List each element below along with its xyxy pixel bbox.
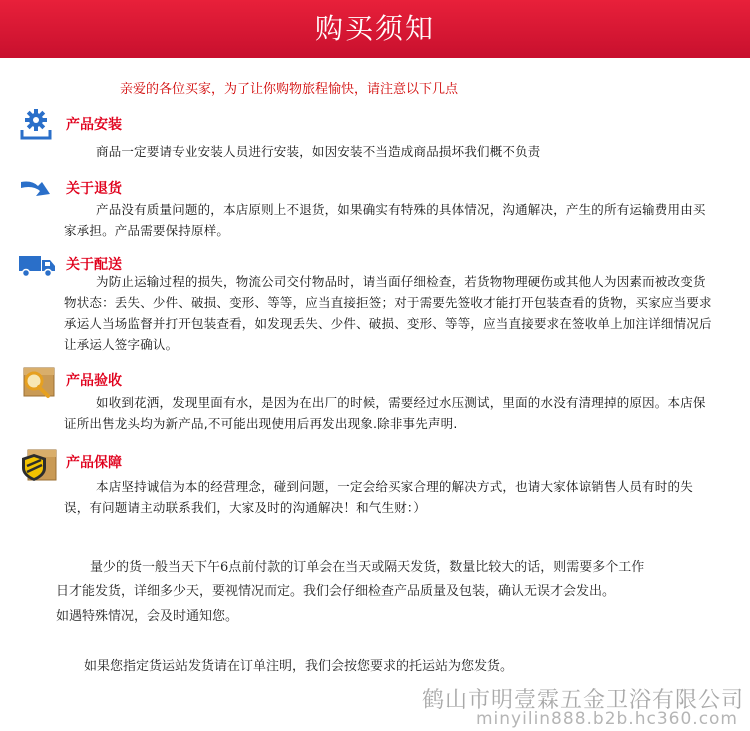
- section-title: 产品保障: [66, 455, 122, 471]
- delivery-truck-icon: [18, 250, 54, 282]
- watermark-company: 鹤山市明壹霖五金卫浴有限公司: [421, 688, 744, 713]
- notice-line: 日才能发货，详细多少天，要视情况而定。我们会仔细检查产品质量及包装，确认无误才会发出。: [56, 584, 616, 599]
- notice-line: 如果您指定货运站发货请在订单注明，我们会按您要求的托运站为您发货。: [84, 659, 514, 674]
- header-banner: [0, 0, 750, 58]
- section-body: 产品没有质量问题的，本店原则上不退货，如果确实有特殊的具体情况，沟通解决，产生的所有运输费用由买家承担。产品需要保持原样。: [64, 202, 706, 238]
- notice-line: 如遇特殊情况，会及时通知您。: [56, 609, 239, 624]
- section-title: 产品安装: [66, 117, 122, 133]
- section-title: 关于配送: [66, 257, 122, 273]
- section-title: 关于退货: [66, 181, 122, 197]
- return-arrow-icon: [18, 172, 54, 204]
- page-title: 购买须知: [314, 12, 435, 45]
- section-body: 为防止运输过程的损失，物流公司交付物品时，请当面仔细检查，若货物物理硬伤或其他人为因素而被改变货物状态：丢失、少件、破损、变形、等等，应当直接拒签；对于需要先签收才能打开包装查看的货物，买家应当要求承运人当场监督并打开包装查看，如发现丢失、少件、破损、变形、等等，应当直接要求在签收单上加注详细情况后让承运人签字确认。: [64, 274, 712, 352]
- gear-install-icon: [18, 108, 54, 140]
- intro-text: 亲爱的各位买家，为了让你购物旅程愉快，请注意以下几点: [120, 82, 459, 97]
- magnifier-box-icon: [18, 364, 58, 400]
- watermark-url: minyilin888.b2b.hc360.com: [476, 709, 738, 729]
- section-body: 本店坚持诚信为本的经营理念，碰到问题，一定会给买家合理的解决方式，也请大家体谅销售人员有时的失误，有问题请主动联系我们，大家及时的沟通解决！和气生财：）: [64, 479, 693, 515]
- section-body: 商品一定要请专业安装人员进行安装，如因安装不当造成商品损坏我们概不负责: [96, 144, 541, 159]
- shield-box-icon: [18, 446, 58, 484]
- section-body: 如收到花洒，发现里面有水，是因为在出厂的时候，需要经过水压测试，里面的水没有清理掉的原因。本店保证所出售龙头均为新产品,不可能出现使用后再发出现象.除非事先声明.: [64, 395, 706, 431]
- section-title: 产品验收: [66, 373, 122, 389]
- notice-line: 量少的货一般当天下午6点前付款的订单会在当天或隔天发货，数量比较大的话，则需要多个工作: [90, 560, 645, 575]
